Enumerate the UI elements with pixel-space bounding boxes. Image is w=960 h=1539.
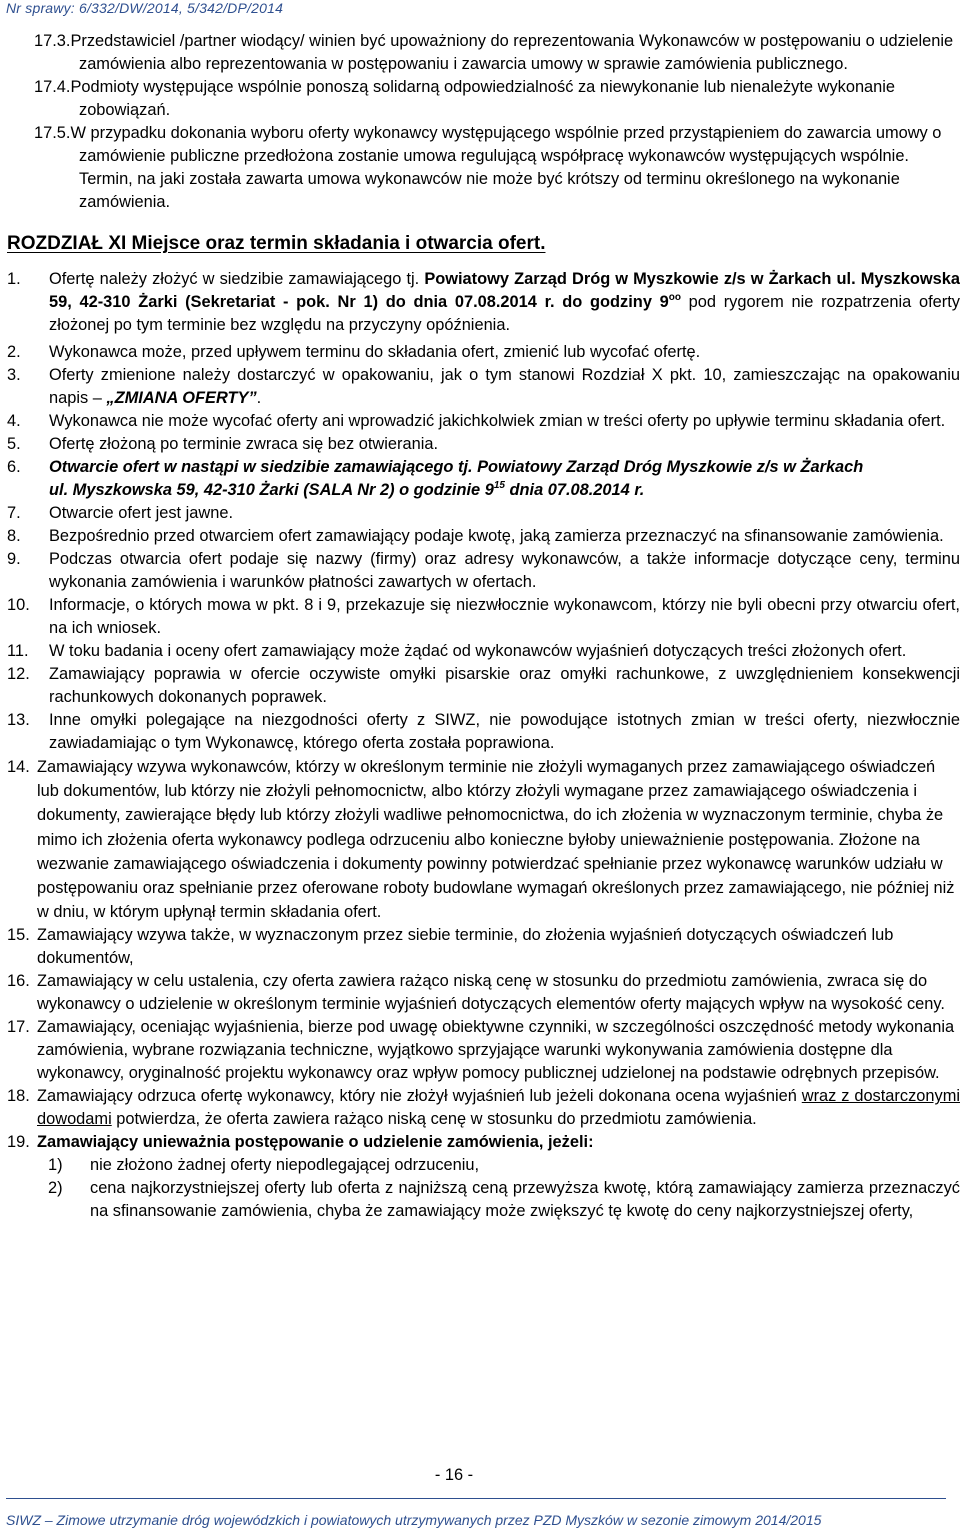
list-item: [0, 433, 960, 456]
item-number: 2.: [7, 343, 21, 361]
sub-list-item: [0, 1177, 960, 1223]
sub-list-item: [0, 1154, 960, 1177]
list-item: [0, 548, 960, 594]
item-text-bold: „ZMIANA OFERTY”: [106, 389, 257, 407]
chapter-title: ROZDZIAŁ XI Miejsce oraz termin składania i otwarcia ofert.: [7, 233, 546, 254]
item-number: 14.: [7, 758, 30, 776]
item-number: 12.: [7, 665, 30, 683]
item-number: 4.: [7, 412, 21, 430]
list-item: [0, 456, 960, 502]
item-text: potwierdza, że oferta zawiera rażąco niską cenę w stosunku do przedmiotu zamówienia.: [111, 1110, 757, 1129]
item-text: Zamawiający odrzuca ofertę wykonawcy, który nie złożył wyjaśnień lub jeżeli dokonana ocena wyjaśnień: [37, 1087, 802, 1106]
item-text: Wykonawca nie może wycofać oferty ani wprowadzić jakichkolwiek zmian w treści oferty po upływie terminu składania ofert.: [49, 412, 946, 430]
document-body: [0, 30, 960, 1223]
item-text-underlined: wraz z dostarczonymi dowodami: [37, 1087, 960, 1129]
section-text: W przypadku dokonania wyboru oferty wykonawcy występującego wspólnie przed przystąpieniem do zawarcia umowy o zamówienie publiczne przedłożona zostanie umowa regulującą współpracę wykonawców występujących wspólnie. Termin, na jaki została zawarta umowa wykonawców nie może być krótszy od terminu określonego na wykonanie zamówienia.: [70, 124, 942, 211]
item-number: 8.: [7, 527, 21, 545]
item-text: pod rygorem nie rozpatrzenia oferty złożonej po tym terminie bez względu na przyczyny opóźnienia.: [49, 293, 960, 334]
footer-title: SIWZ – Zimowe utrzymanie dróg wojewódzkich i powiatowych utrzymywanych przez PZD Myszków w sezonie zimowym 2014/2015: [6, 1512, 822, 1528]
section-number: 17.5.: [34, 124, 71, 142]
list-item: [0, 970, 960, 1016]
list-item: [0, 1085, 960, 1131]
list-item: [0, 755, 960, 924]
item-number: 17.: [7, 1018, 30, 1037]
item-number: 19.: [7, 1133, 30, 1152]
item-text: Zamawiający wzywa wykonawców, którzy w określonym terminie nie złożyli wymaganych przez zamawiającego oświadczeń lub dokumentów, lub którzy nie złożyli pełnomocnictw, albo którzy złożyli wymagane przez zamawiającego oświadczenia i dokumenty, zawierające błędy lub którzy złożyli wadliwe pełnomocnictwa, do ich złożenia w wyznaczonym terminie, chyba że mimo ich złożenia oferta wykonawcy podlega odrzuceniu albo konieczne byłoby unieważnienie postępowania. Złożone na wezwanie zamawiającego oświadczenia i dokumenty powinny potwierdzać spełnianie przez wykonawcę warunków udziału w postępowaniu oraz spełnianie przez oferowane roboty budowlane wymagań określonych przez zamawiającego, nie później niż w dniu, w którym upłynął termin składania ofert.: [37, 758, 955, 922]
sub-item-text: cena najkorzystniejszej oferty lub oferta z najniższą ceną przewyższa kwotę, którą zamawiający zamierza przeznaczyć na sfinansowanie zamówienia, chyba że zamawiający może zwiększyć tę kwotę do ceny najkorzystniejszej oferty,: [90, 1179, 960, 1221]
item-number: 5.: [7, 435, 21, 453]
section-number: 17.4.: [34, 78, 71, 96]
item-text: Ofertę należy złożyć w siedzibie zamawiającego tj.: [49, 270, 425, 288]
section-17-5: [0, 122, 960, 214]
item-number: 7.: [7, 504, 21, 522]
item-text: Inne omyłki polegające na niezgodności oferty z SIWZ, nie powodujące istotnych zmian w treści oferty, niezwłocznie zawiadamiając o tym Wykonawcę, którego oferta została poprawiona.: [49, 711, 960, 752]
item-text-bold: Zamawiający unieważnia postępowanie o udzielenie zamówienia, jeżeli:: [37, 1133, 594, 1152]
item-text: Oferty zmienione należy dostarczyć w opakowaniu, jak o tym stanowi Rozdział X pkt. 10, zamieszczając na opakowaniu napis –: [49, 366, 960, 407]
list-item: [0, 525, 960, 548]
item-text: Zamawiający w celu ustalenia, czy oferta zawiera rażąco niską cenę w stosunku do przedmiotu zamówienia, zwraca się do wykonawcy o udzielenie w określonym terminie wyjaśnień dotyczących elementów oferty mających wpływ na wysokość ceny.: [37, 972, 945, 1014]
section-text: Podmioty występujące wspólnie ponoszą solidarną odpowiedzialność za niewykonanie lub nienależyte wykonanie zobowiązań.: [70, 78, 896, 119]
item-text: Zamawiający, oceniając wyjaśnienia, bierze pod uwagę obiektywne czynniki, w szczególności oszczędność metody wykonania zamówienia, wybrane rozwiązania techniczne, wyjątkowo sprzyjające warunki wykonywania zamówienia dostępne dla wykonawcy, oryginalność projektu wykonawcy oraz wpływ pomocy publicznej udzielonej na podstawie odrębnych przepisów.: [37, 1018, 955, 1083]
list-item: [0, 502, 960, 525]
item-number: 15.: [7, 926, 30, 945]
item-text: Wykonawca może, przed upływem terminu do składania ofert, zmienić lub wycofać ofertę.: [49, 343, 701, 361]
item-number: 18.: [7, 1087, 30, 1106]
item-text: Podczas otwarcia ofert podaje się nazwy (firmy) oraz adresy wykonawców, a także informacje dotyczące ceny, terminu wykonania zamówienia i warunków płatności zawartych w ofertach.: [49, 550, 960, 591]
sub-item-text: nie złożono żadnej oferty niepodlegającej odrzuceniu,: [90, 1156, 480, 1175]
item-number: 10.: [7, 596, 30, 614]
list-item: [0, 410, 960, 433]
list-item: [0, 924, 960, 970]
list-item: [0, 663, 960, 709]
item-number: 6.: [7, 458, 21, 476]
footer-divider: [6, 1498, 946, 1499]
list-item: [0, 341, 960, 364]
section-text: Przedstawiciel /partner wiodący/ winien być upoważniony do reprezentowania Wykonawców w postępowaniu o udzielenie zamówienia albo reprezentowania w postępowaniu i zawarcia umowy w sprawie zamówienia publicznego.: [70, 32, 954, 73]
sub-item-number: 1): [48, 1156, 63, 1175]
item-text: Informacje, o których mowa w pkt. 8 i 9, przekazuje się niezwłocznie wykonawcom, którzy nie byli obecni przy otwarciu ofert, na ich wniosek.: [49, 596, 960, 637]
item-number: 16.: [7, 972, 30, 991]
list-item: [0, 640, 960, 663]
sub-item-number: 2): [48, 1179, 63, 1198]
case-number-header: Nr sprawy: 6/332/DW/2014, 5/342/DP/2014: [6, 0, 284, 16]
list-item: 3. Oferty zmienione należy dostarczyć w opakowaniu, jak o tym stanowi Rozdział X pkt. 10, zamieszczając na opakowaniu napis – „ZMIANA OFERTY”.: [7, 366, 960, 407]
item-text-bold: Otwarcie ofert w nastąpi w siedzibie zamawiającego tj. Powiatowy Zarząd Dróg Myszkowie z/s w Żarkach ul. Myszkowska 59, 42-310 Żarki (SALA Nr 2) o godzinie $9^{15}$ dnia 07.08.2014 r.: [49, 458, 864, 499]
item-number: 3.: [7, 366, 21, 384]
page-number: - 16 -: [434, 1466, 474, 1484]
list-item: [0, 709, 960, 755]
item-text-bold: Powiatowy Zarząd Dróg w Myszkowie z/s w Żarkach ul. Myszkowska 59, 42-310 Żarki (Sekretariat - pok. Nr 1) do dnia 07.08.2014 r. do godziny $9^{oo}$: [49, 270, 960, 311]
item-text: Bezpośrednio przed otwarciem ofert zamawiający podaje kwotę, jaką zamierza przeznaczyć na sfinansowanie zamówienia.: [49, 527, 944, 545]
section-number: 17.3.: [34, 32, 71, 50]
item-number: 11.: [7, 642, 29, 660]
list-item: [0, 594, 960, 640]
item-text: Ofertę złożoną po terminie zwraca się bez otwierania.: [49, 435, 439, 453]
item-text: W toku badania i oceny ofert zamawiający może żądać od wykonawców wyjaśnień dotyczących treści złożonych ofert.: [49, 642, 907, 660]
item-text: Zamawiający poprawia w ofercie oczywiste omyłki pisarskie oraz omyłki rachunkowe, z uwzględnieniem konsekwencji rachunkowych dokonanych poprawek.: [49, 665, 960, 706]
list-item: [0, 1131, 960, 1154]
item-number: 13.: [7, 711, 30, 729]
section-17-3: [0, 30, 960, 76]
item-text: Zamawiający wzywa także, w wyznaczonym przez siebie terminie, do złożenia wyjaśnień dotyczących oświadczeń lub dokumentów,: [37, 926, 894, 968]
list-item: [0, 1016, 960, 1085]
item-text: Otwarcie ofert jest jawne.: [49, 504, 234, 522]
section-17-4: [0, 76, 960, 122]
item-number: 1.: [7, 270, 21, 288]
item-number: 9.: [7, 550, 21, 568]
list-item: [0, 268, 960, 337]
